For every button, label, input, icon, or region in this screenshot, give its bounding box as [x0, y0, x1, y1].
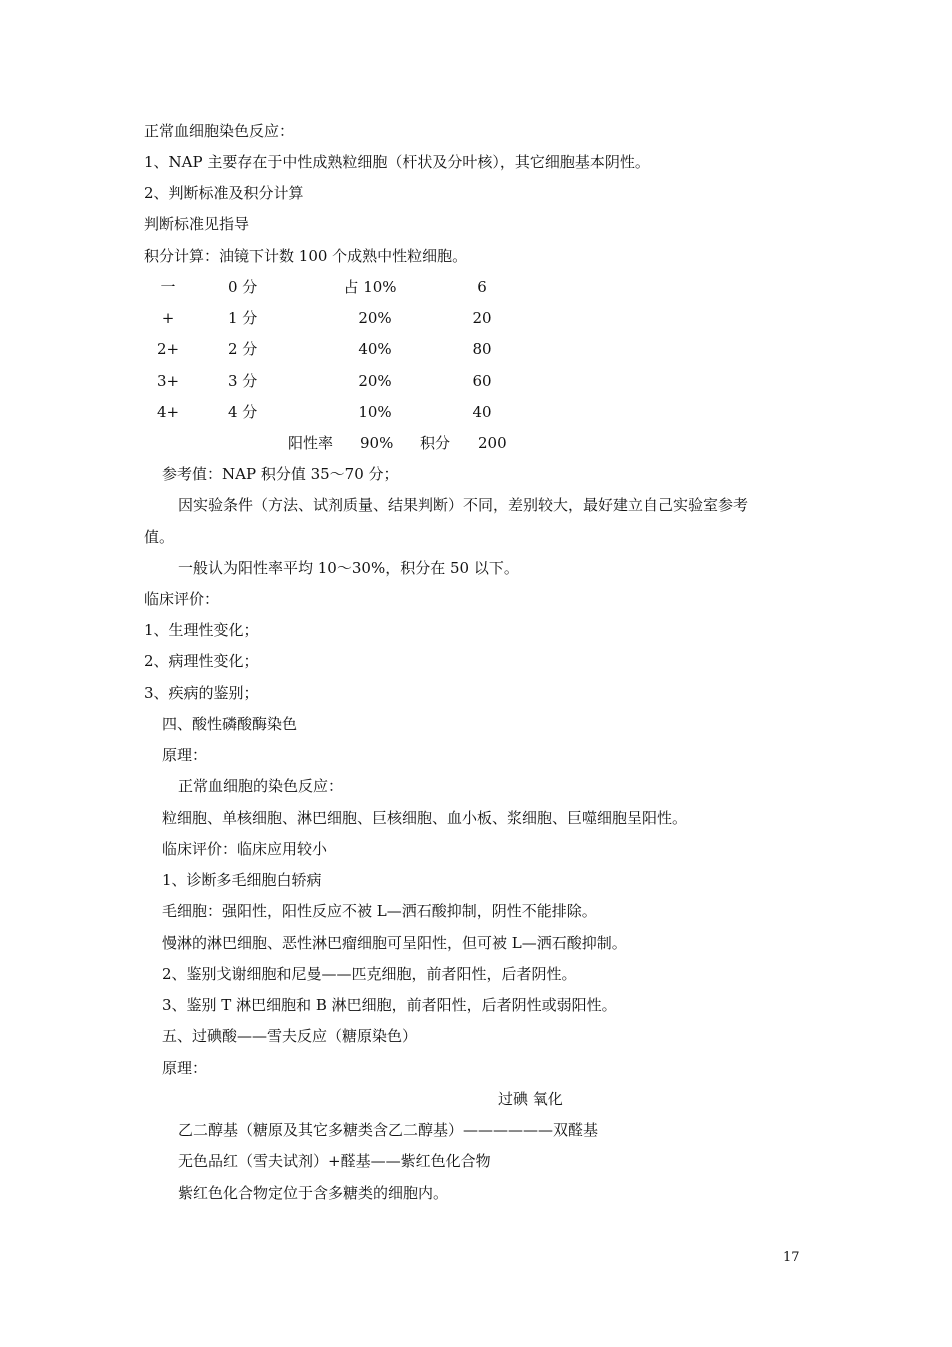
- points-cell: 4 分: [228, 403, 258, 421]
- percent-cell: 20%: [358, 372, 392, 390]
- section-4-title: 四、酸性磷酸酶染色: [162, 715, 298, 733]
- percent-cell: 20%: [358, 309, 392, 327]
- acp-item-2: 2、鉴别戈谢细胞和尼曼——匹克细胞，前者阳性，后者阴性。: [162, 965, 577, 983]
- acp-item-3: 3、鉴别 T 淋巴细胞和 B 淋巴细胞，前者阳性，后者阴性或弱阳性。: [162, 996, 617, 1014]
- heading-normal-reaction: 正常血细胞染色反应：: [144, 122, 295, 140]
- general-line: 一般认为阳性率平均 10～30%，积分在 50 以下。: [178, 559, 519, 577]
- grade-cell: +: [161, 309, 175, 327]
- lymph-line: 慢淋的淋巴细胞、恶性淋巴瘤细胞可呈阳性，但可被 L—洒石酸抑制。: [162, 934, 627, 952]
- acp-item-1: 1、诊断多毛细胞白轿病: [162, 871, 322, 889]
- note-line-1: 因实验条件（方法、试剂质量、结果判断）不同，差别较大，最好建立自己实验室参考: [178, 496, 749, 514]
- reaction-line-2: 无色品红（雪夫试剂）+醛基——紫红色化合物: [178, 1152, 491, 1170]
- points-cell: 0 分: [228, 278, 258, 296]
- reaction-line-1: 乙二醇基（糖原及其它多糖类含乙二醇基）——————双醛基: [178, 1121, 599, 1139]
- score-total-value: 200: [478, 434, 507, 452]
- nap-item-2: 2、判断标准及积分计算: [144, 184, 304, 202]
- percent-cell: 40%: [358, 340, 392, 358]
- clinical-app-line: 临床评价：临床应用较小: [162, 840, 328, 858]
- note-line-2: 值。: [144, 528, 175, 546]
- score-cell: 60: [472, 372, 492, 390]
- positive-cells-line: 粒细胞、单核细胞、淋巴细胞、巨核细胞、血小板、浆细胞、巨噬细胞呈阳性。: [162, 809, 688, 827]
- clinical-heading: 临床评价：: [144, 590, 220, 608]
- clinical-item: 1、生理性变化；: [144, 621, 259, 639]
- reaction-line-3: 紫红色化合物定位于含多糖类的细胞内。: [178, 1184, 449, 1202]
- grade-cell: 一: [160, 278, 176, 296]
- points-cell: 3 分: [228, 372, 258, 390]
- score-cell: 40: [472, 403, 492, 421]
- reference-line: 参考值：NAP 积分值 35～70 分；: [162, 465, 399, 483]
- normal-reaction-line: 正常血细胞的染色反应：: [178, 777, 344, 795]
- points-cell: 1 分: [228, 309, 258, 327]
- hairy-cell-line: 毛细胞：强阳性，阳性反应不被 L—洒石酸抑制，阴性不能排除。: [162, 902, 597, 920]
- score-total-label: 积分: [420, 434, 451, 452]
- percent-cell: 10%: [358, 403, 392, 421]
- score-cell: 20: [472, 309, 492, 327]
- clinical-item: 2、病理性变化；: [144, 652, 259, 670]
- principle-label-2: 原理：: [162, 1059, 208, 1077]
- page-number: 17: [783, 1250, 800, 1265]
- rate-label: 阳性率: [288, 434, 334, 452]
- grade-cell: 4+: [156, 403, 180, 421]
- criteria-line: 判断标准见指导: [144, 215, 250, 233]
- score-cell: 6: [477, 278, 487, 296]
- clinical-item: 3、疾病的鉴别；: [144, 684, 259, 702]
- grade-cell: 2+: [156, 340, 180, 358]
- grade-cell: 3+: [156, 372, 180, 390]
- score-calc-line: 积分计算：油镜下计数 100 个成熟中性粒细胞。: [144, 247, 468, 265]
- score-cell: 80: [472, 340, 492, 358]
- section-5-title: 五、过碘酸——雪夫反应（糖原染色）: [162, 1027, 418, 1045]
- nap-item-1: 1、NAP 主要存在于中性成熟粒细胞（杆状及分叶核），其它细胞基本阴性。: [144, 153, 650, 171]
- arrow-label: 过碘 氧化: [498, 1090, 563, 1108]
- rate-value: 90%: [360, 434, 394, 452]
- percent-cell: 占 10%: [343, 278, 397, 296]
- points-cell: 2 分: [228, 340, 258, 358]
- principle-label: 原理：: [162, 746, 208, 764]
